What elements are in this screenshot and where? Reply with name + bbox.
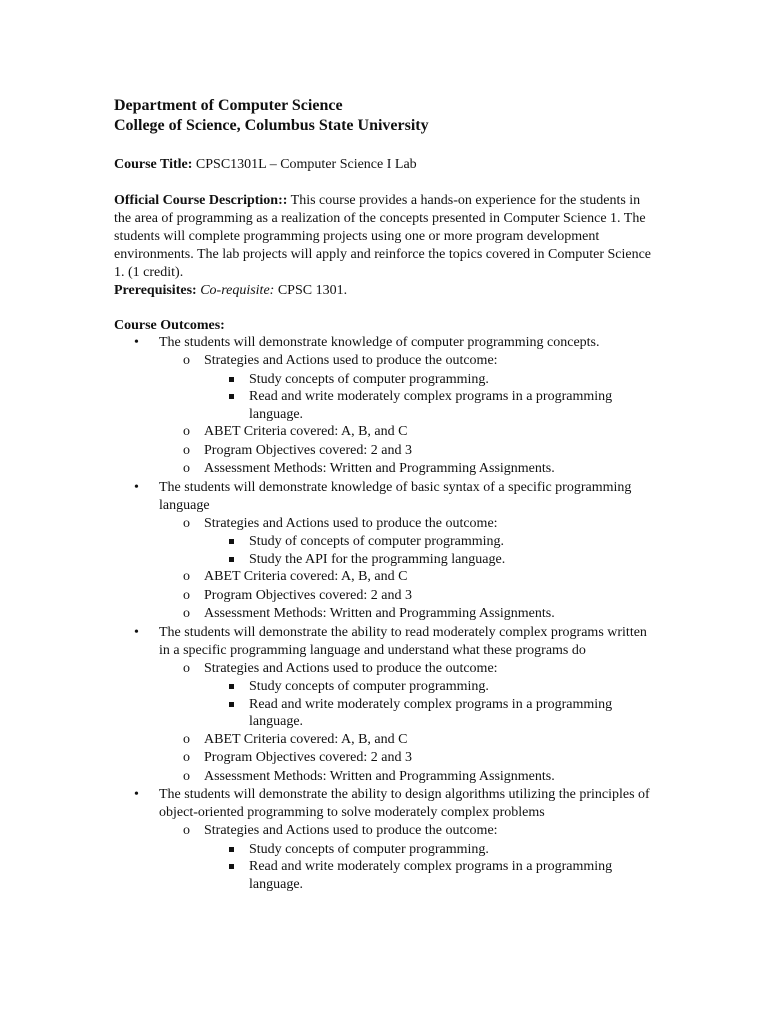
bullet-icon: •: [134, 624, 139, 640]
assessment-methods-item-text: Assessment Methods: Written and Programming Assignments.: [204, 606, 555, 621]
abet-criteria-item-text: ABET Criteria covered: A, B, and C: [204, 569, 408, 584]
outcome-text: The students will demonstrate the ability to design algorithms utilizing the principles of object-oriented programming to solve moderately complex problems: [159, 787, 650, 820]
prerequisites-line: [114, 282, 347, 300]
strategy-text: Read and write moderately complex programs in a programming language.: [249, 859, 613, 892]
assessment-methods-item: [0, 460, 664, 479]
strategies-item-text: Strategies and Actions used to produce the outcome:: [204, 353, 498, 368]
strategy-text: Read and write moderately complex programs in a programming language.: [249, 389, 613, 422]
assessment-methods-item-text: Assessment Methods: Written and Programming Assignments.: [204, 768, 555, 784]
abet-criteria-item: [0, 568, 664, 587]
outcomes-heading: Course Outcomes:: [114, 318, 225, 333]
circle-bullet-icon: o: [183, 768, 190, 784]
strategy-item: [0, 678, 641, 696]
bullet-icon: •: [134, 479, 139, 495]
course-title-label: Course Title:: [114, 157, 193, 172]
college-heading: College of Science, Columbus State University: [114, 117, 429, 134]
program-objectives-item-text: Program Objectives covered: 2 and 3: [204, 750, 412, 765]
strategy-item: [0, 388, 641, 423]
outcome-text: The students will demonstrate the ability to read moderately complex programs written in a specific programming language and understand what these programs do: [159, 624, 647, 658]
program-objectives-item: [0, 587, 664, 606]
prerequisites-value: CPSC 1301.: [277, 283, 348, 298]
circle-bullet-icon: o: [183, 353, 190, 368]
strategies-item-text: Strategies and Actions used to produce the outcome:: [204, 660, 498, 676]
circle-bullet-icon: o: [183, 424, 190, 439]
outcome-text: The students will demonstrate knowledge of basic syntax of a specific programming language: [159, 479, 632, 513]
assessment-methods-item: [0, 605, 664, 624]
outcome-item: [0, 334, 659, 479]
strategy-item: [0, 858, 641, 893]
strategies-item-text: Strategies and Actions used to produce the outcome:: [204, 515, 498, 531]
circle-bullet-icon: o: [183, 442, 190, 458]
circle-bullet-icon: o: [183, 660, 190, 676]
square-bullet-icon: [229, 847, 234, 852]
course-title-value: CPSC1301L – Computer Science I Lab: [195, 157, 417, 172]
strategy-text: Study concepts of computer programming.: [249, 679, 489, 694]
strategy-item: [0, 696, 641, 731]
strategy-text: Read and write moderately complex programs in a programming language.: [249, 696, 613, 729]
description-label: Official Course Description::: [114, 193, 288, 208]
department-heading: Department of Computer Science: [114, 97, 343, 114]
circle-bullet-icon: o: [183, 515, 190, 531]
abet-criteria-item-text: ABET Criteria covered: A, B, and C: [204, 424, 408, 439]
strategies-list: [204, 533, 664, 568]
abet-criteria-item: [0, 731, 664, 750]
strategy-text: Study of concepts of computer programming.: [249, 534, 505, 549]
description-text: This course provides a hands-on experience for the students in the area of programming as a realization of the concepts presented in Computer Science 1. The students will complete programming projects using one or more program development environments. The lab projects will apply and reinforce the topics covered in Computer Science 1. (1 credit).: [114, 193, 652, 280]
circle-bullet-icon: o: [183, 461, 190, 476]
circle-bullet-icon: o: [183, 606, 190, 621]
strategy-item: [0, 551, 641, 569]
assessment-methods-item-text: Assessment Methods: Written and Programming Assignments.: [204, 461, 555, 476]
circle-bullet-icon: o: [183, 750, 190, 765]
program-objectives-item: [0, 442, 664, 461]
abet-criteria-item: [0, 423, 664, 442]
outcome-item: [0, 786, 659, 893]
outcome-details: [159, 515, 659, 624]
assessment-methods-item: [0, 768, 664, 787]
program-objectives-item-text: Program Objectives covered: 2 and 3: [204, 442, 412, 458]
program-objectives-item: [0, 749, 664, 768]
outcome-text: The students will demonstrate knowledge of computer programming concepts.: [159, 335, 600, 350]
strategy-item: [0, 371, 641, 389]
square-bullet-icon: [229, 377, 234, 382]
strategy-text: Study concepts of computer programming.: [249, 371, 489, 387]
prerequisites-label: Prerequisites:: [114, 283, 197, 298]
strategies-item: [0, 660, 664, 731]
strategies-list: [204, 678, 664, 731]
bullet-icon: •: [134, 335, 139, 350]
strategies-item: [0, 822, 664, 893]
strategy-item: [0, 533, 641, 551]
program-objectives-item-text: Program Objectives covered: 2 and 3: [204, 587, 412, 603]
square-bullet-icon: [229, 394, 234, 399]
circle-bullet-icon: o: [183, 731, 190, 747]
outcome-details: [159, 822, 659, 893]
strategy-text: Study the API for the programming language.: [249, 551, 506, 567]
strategies-list: [204, 371, 664, 424]
outcome-details: [159, 352, 659, 479]
corequisite-label: Co-requisite:: [200, 283, 275, 298]
outcome-item: [0, 624, 659, 787]
strategy-item: [0, 841, 641, 859]
circle-bullet-icon: o: [183, 569, 190, 584]
square-bullet-icon: [229, 864, 234, 869]
outcome-details: [159, 660, 659, 787]
circle-bullet-icon: o: [183, 823, 190, 838]
square-bullet-icon: [229, 684, 234, 689]
square-bullet-icon: [229, 539, 234, 544]
course-description: [114, 192, 654, 282]
square-bullet-icon: [229, 557, 234, 562]
abet-criteria-item-text: ABET Criteria covered: A, B, and C: [204, 731, 408, 747]
square-bullet-icon: [229, 702, 234, 707]
bullet-icon: •: [134, 787, 139, 802]
strategies-item-text: Strategies and Actions used to produce the outcome:: [204, 823, 498, 838]
strategy-text: Study concepts of computer programming.: [249, 841, 489, 857]
strategies-list: [204, 841, 664, 894]
strategies-item: [0, 352, 664, 423]
strategies-item: [0, 515, 664, 569]
outcome-item: [0, 479, 659, 624]
course-title-line: [114, 156, 417, 174]
circle-bullet-icon: o: [183, 587, 190, 603]
outcomes-list: [0, 334, 770, 893]
